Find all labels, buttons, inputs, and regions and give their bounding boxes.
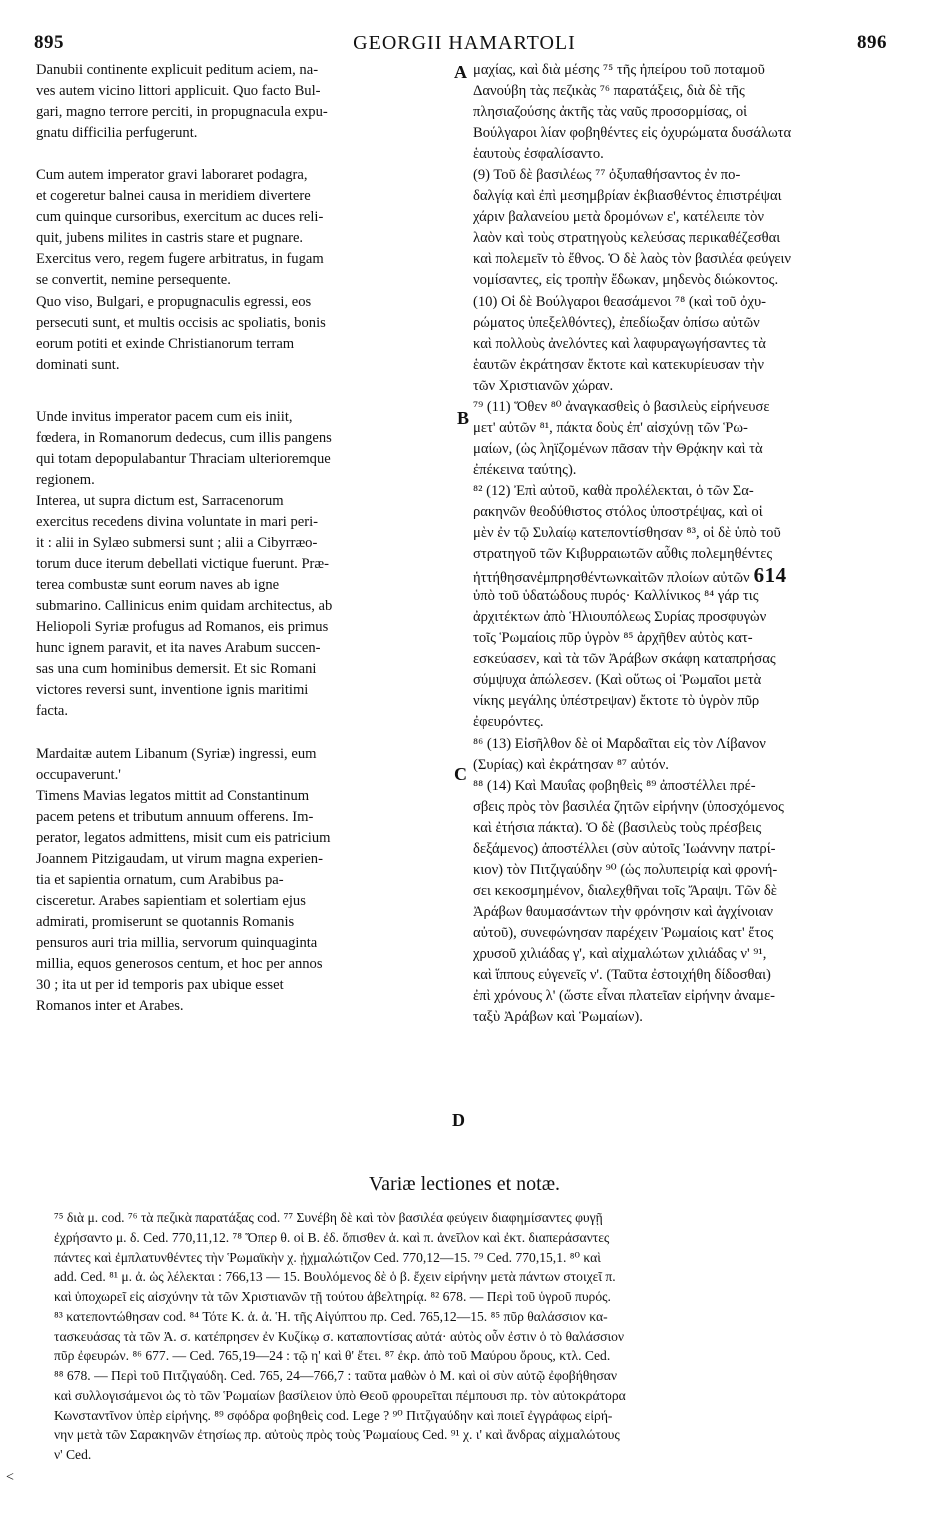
text-line: persecuti sunt, et multis occisis ac spoliatis, bonis	[36, 314, 326, 331]
text-line: (9) Τοῦ δὲ βασιλέως ⁷⁷ ὀξυπαθήσαντος ἐν πο-	[473, 167, 741, 184]
greek-line-with-page-marker	[473, 565, 915, 586]
text-line: Heliopoli Syriæ profugus ad Romanos, eis primus	[36, 619, 329, 636]
text-line: τοῖς Ῥωμαίοις πῦρ ὑγρὸν ⁸⁵ ἀρχῆθεν αὐτὸς κατ-	[473, 630, 753, 647]
text-line: τῶν Χριστιανῶν χώραν.	[473, 377, 614, 394]
text-line: καὶ πολεμεῖν τὸ ἔθνος. Ὁ δὲ λαὸς τὸν βασιλέα φεύγειν	[473, 251, 792, 268]
text-line: μαχίας, καὶ διὰ μέσης ⁷⁵ τῆς ἠπείρου τοῦ ποταμοῦ	[473, 62, 765, 78]
latin-column	[36, 60, 448, 1017]
text-line: καὶ ἐτήσια πάκτα). Ὁ δὲ (βασιλεὺς τοὺς πρέσβεις	[473, 819, 762, 836]
margin-marker-d: D	[452, 1110, 465, 1130]
text-line: ⁸³ κατεποντώθησαν cod. ⁸⁴ Τότε Κ. ἀ. ἀ. Ἡ. τῆς Αἰγύπτου πρ. Ced. 765,12—15. ⁸⁵ πῦρ θαλάσσιον κα-	[54, 1308, 608, 1324]
text-line: occupaverunt.'	[36, 766, 121, 783]
text-line: Danubii continente explicuit peditum aciem, na-	[36, 62, 319, 78]
text-line: καὶ συλλογισάμενοι ὡς τὸ τῶν Ῥωμαίων βασίλειον ὑπὸ Θεοῦ φρουρεῖται πέμπουσι πρ. τὸν αὐτοκράτορα	[54, 1387, 626, 1403]
text-line: καὶ ὑποχωρεῖ εἰς αἰσχύνην τὰ τῶν Χριστιανῶν τῇ τούτου ἀβελτηρίᾳ. ⁸² 678. — Περὶ τοῦ ὑγροῦ πυρός.	[54, 1289, 611, 1304]
text-line: it : alii in Sylæo submersi sunt ; alii a Cibyrræo-	[36, 535, 318, 552]
margin-marker-c: C	[454, 764, 467, 784]
greek-column	[473, 60, 915, 1028]
text-line: millia, equos generosos centum, et hoc per annos	[36, 955, 323, 972]
text-line: Interea, ut supra dictum est, Sarracenorum	[36, 492, 284, 509]
text-line: hunc ignem paravit, et ita naves Arabum succen-	[36, 640, 321, 657]
text-line: ἐπὶ χρόνους λ' (ὥστε εἶναι πλατεῖαν εἰρήνην ἀναμε-	[473, 988, 775, 1005]
text-line: pensuros auri tria millia, servorum quinquaginta	[36, 934, 318, 951]
text-line: σύμψυχα ἀπώλεσεν. (Καὶ οὕτως οἱ Ῥωμαῖοι μετὰ	[473, 672, 762, 689]
text-line: add. Ced. ⁸¹ μ. ἀ. ὡς λέλεκται : 766,13 — 15. Βουλόμενος δὲ ὁ β. ἔχειν εἰρήνην μετὰ πάντων στοιχεῖ π.	[54, 1269, 616, 1285]
text-line: εσκεύασεν, καὶ τὰ τῶν Ἀράβων σκάφη καταπρήσας	[473, 651, 776, 668]
text-line: quit, jubens milites in castris stare et pugnare.	[36, 230, 304, 247]
text-line: ves autem vicino littori applicuit. Quo facto Bul-	[36, 83, 321, 100]
text-line: 30 ; ita ut per id temporis pax ubique esset	[36, 977, 284, 994]
text-line: στρατηγοῦ τῶν Κιβυρραιωτῶν αὖθις πολεμηθέντες	[473, 546, 773, 563]
text-line: cisceretur. Arabes sapientiam et solertiam ejus	[36, 892, 306, 909]
text-line: αὐτοῦ), συνεφώνησαν παρέχειν Ῥωμαίοις κατ' ἔτος	[473, 924, 774, 941]
text-line: regionem.	[36, 471, 95, 488]
text-line: καὶ ἵππους εὐγενεῖς ν'. (Ταῦτα ἐστοιχήθη δίδοσθαι)	[473, 967, 771, 984]
spacer	[36, 722, 448, 743]
text-line: Exercitus vero, regem fugere arbitratus, in fugam	[36, 251, 324, 268]
source-page-marker: 614	[753, 565, 787, 587]
spacer	[36, 144, 448, 165]
text-line: eorum potiti et exinde Christianorum terram	[36, 335, 295, 352]
notes-title: Variæ lectiones et notæ.	[368, 1173, 561, 1195]
text-line: ν' Ced.	[54, 1447, 92, 1462]
critical-apparatus	[54, 1208, 912, 1465]
spacer	[36, 397, 448, 407]
greek-block-b	[473, 586, 915, 1028]
text-line: tia et sapientia ornatum, cum Arabibus pa-	[36, 871, 284, 888]
text-line: ⁸⁸ (14) Καὶ Μαυΐας φοβηθεὶς ⁸⁹ ἀποστέλλει πρέ-	[473, 777, 756, 794]
greek-line-text: ἡττήθησανἐμπρησθέντωνκαὶτῶν πλοίων αὐτῶν	[473, 570, 750, 587]
text-line: Joannem Pitzigaudam, ut virum magna experien-	[36, 850, 323, 867]
text-line: ὑπὸ τοῦ ὑδατώδους πυρός· Καλλίνικος ⁸⁴ γάρ τις	[473, 588, 759, 605]
text-line: ⁸⁸ 678. — Περὶ τοῦ Πιτζιγαύδη. Ced. 765, 24—766,7 : ταῦτα μαθὼν ὁ Μ. καὶ οἱ σὺν αὐτῷ ἐφοβήθησαν	[54, 1368, 618, 1383]
text-line: (Συρίας) καὶ ἐκράτησαν ⁸⁷ αὐτόν.	[473, 756, 669, 773]
text-line: sas una cum hominibus demersit. Et sic Romani	[36, 661, 317, 678]
text-line: Timens Mavias legatos mittit ad Constantinum	[36, 787, 310, 804]
text-line: pacem petens et tributum annuum offerens. Im-	[36, 808, 314, 825]
text-line: et cogeretur balnei causa in meridiem divertere	[36, 188, 311, 205]
running-header	[0, 32, 929, 58]
text-line: λαὸν καὶ τοὺς στρατηγοὺς κελεύσας περικαθέζεσθαι	[473, 230, 781, 247]
text-line: torum duce iterum debellati victique fuerunt. Præ-	[36, 556, 330, 573]
running-title: GEORGII HAMARTOLI	[353, 32, 576, 54]
greek-block-a	[473, 60, 915, 565]
text-line: πλησιαζούσης ἀκτῆς τὰς ναῦς προσορμίσας, οἱ	[473, 104, 748, 121]
text-line: δαλγίᾳ καὶ ἐπὶ μεσημβρίαν ἐκβιασθέντος ἐπιστρέψαι	[473, 188, 782, 205]
text-line: terea combustæ sunt eorum naves ab igne	[36, 577, 280, 594]
text-line: ⁸² (12) Ἐπὶ αὐτοῦ, καθὰ προλέλεκται, ὁ τῶν Σα-	[473, 482, 754, 499]
text-line: se convertit, nemine persequente.	[36, 272, 231, 289]
text-line: submarino. Callinicus enim quidam architectus, ab	[36, 598, 333, 615]
text-line: νίκης μεγάλης ὑπέστρεψαν) ἔκτοτε τὸ ὑγρὸν πῦρ	[473, 693, 760, 710]
text-line: τασκευάσας τὰ τῶν Ἀ. σ. κατέπρησεν ἐν Κυζίκῳ σ. καταποντίσας αὐτά· αὐτὸς οὖν ἐστιν ὁ τὸ θαλάσσιον	[54, 1328, 625, 1344]
text-line: Mardaitæ autem Libanum (Syriæ) ingressi, eum	[36, 745, 317, 762]
text-line: χάριν βαλανείου μετὰ δρομόνων ε', κατέλειπε τὸν	[473, 209, 764, 226]
text-line: σει κεκοσμημένον, διαλεχθῆναι τοῖς Ἄραψι. Τῶν δὲ	[473, 882, 777, 899]
text-line: ἐφευρόντες.	[473, 714, 544, 731]
text-line: victores reversi sunt, inventione ignis maritimi	[36, 682, 309, 699]
text-line: ἀρχιτέκτων ἀπὸ Ἡλιουπόλεως Συρίας προσφυγὼν	[473, 609, 767, 626]
text-line: ἐχρήσαντο μ. δ. Ced. 770,11,12. ⁷⁸ Ὅπερ θ. οἱ Β. ἐδ. ὄπισθεν ἀ. καὶ π. ἀνεῖλον καὶ ἐκτ. διαπεράσαντες	[54, 1229, 610, 1245]
text-line: ἐπέκεινα ταύτης).	[473, 461, 577, 478]
text-line: fœdera, in Romanorum dedecus, cum illis pangens	[36, 429, 332, 446]
margin-marker-b: B	[457, 408, 470, 428]
text-line: ἑαυτοὺς ἐσφαλίσαντο.	[473, 146, 604, 163]
text-line: Cum autem imperator gravi laboraret podagra,	[36, 167, 308, 184]
text-line: δεξάμενος) ἀποστέλλει (σὺν αὐτοῖς Ἰωάννην πατρί-	[473, 840, 776, 857]
text-line: exercitus recedens divina voluntate in mari peri-	[36, 513, 319, 530]
text-line: gari, magno terrore perciti, in propugnacula expu-	[36, 104, 328, 121]
text-line: μετ' αὐτῶν ⁸¹, πάκτα δοὺς ἐπ' αἰσχύνῃ τῶν Ῥω-	[473, 419, 748, 436]
text-line: (10) Οἱ δὲ Βούλγαροι θεασάμενοι ⁷⁸ (καὶ τοῦ ὀχυ-	[473, 293, 767, 310]
text-line: πάντες καὶ ἐμπλατυνθέντες τὴν Ῥωμαϊκὴν χ. ᾐχμαλώτιζον Ced. 770,12—15. ⁷⁹ Ced. 770,15,1. ⁸⁰ καὶ	[54, 1249, 601, 1265]
text-line: cum quinque cursoribus, exercitum ac duces reli-	[36, 209, 324, 226]
text-line: gnatu difficilia perfugerunt.	[36, 125, 198, 142]
text-line: ἑαυτῶν ἐκράτησαν ἔκτοτε καὶ κατεκυρίευσαν τὴν	[473, 356, 764, 373]
page-number-left: 895	[34, 32, 64, 53]
text-line: νην μετὰ τῶν Σαρακηνῶν ἐτησίως πρ. αὐτοὺς πρὸς τοὺς Ῥωμαίους Ced. ⁹¹ χ. ι' καὶ ἄνδρας αἰχμαλώτους	[54, 1427, 620, 1443]
text-line: Unde invitus imperator pacem cum eis iniit,	[36, 408, 293, 425]
text-line: Βούλγαροι λίαν φοβηθέντες εἰς ὀχυρώματα δυσάλωτα	[473, 125, 792, 142]
text-line: perator, legatos admittens, misit cum eis patricium	[36, 829, 331, 846]
text-line: κιον) τὸν Πιτζιγαύδην ⁹⁰ (ὡς πολυπειρίᾳ καὶ φρονή-	[473, 861, 778, 878]
text-line: καὶ πολλοὺς ἀνελόντες καὶ λαφυραγωγήσαντες τὰ	[473, 335, 766, 352]
text-line: ρακηνῶν θεοδύθιστος στόλος ὑποστρέψας, καὶ οἱ	[473, 503, 763, 520]
margin-mark: <	[6, 1470, 14, 1485]
text-line: μὲν ἐν τῷ Συλαίῳ κατεποντίσθησαν ⁸³, οἱ δὲ ὑπὸ τοῦ	[473, 525, 781, 542]
text-line: qui totam depopulabantur Thraciam ulterioremque	[36, 450, 331, 467]
text-line: μαίων, (ὡς ληϊζομένων πᾶσαν τὴν Θρᾴκην καὶ τὰ	[473, 440, 763, 457]
text-line: ⁸⁶ (13) Εἰσῆλθον δὲ οἱ Μαρδαῖται εἰς τὸν Λίβανον	[473, 735, 766, 752]
text-line: Quo viso, Bulgari, e propugnaculis egressi, eos	[36, 293, 312, 310]
latin-paragraph-1	[36, 60, 448, 144]
text-line: ⁷⁹ (11) Ὅθεν ⁸⁰ ἀναγκασθεὶς ὁ βασιλεὺς εἰρήνευσε	[473, 398, 770, 415]
text-line: σβεις πρὸς τὸν βασιλέα ζητῶν εἰρήνην (ὑποσχόμενος	[473, 798, 784, 815]
text-line: ⁷⁵ διὰ μ. cod. ⁷⁶ τὰ πεζικὰ παρατάξας cod. ⁷⁷ Συνέβη δὲ καὶ τὸν βασιλέα φεύγειν διαφημίσαντες φυγῇ	[54, 1210, 603, 1225]
text-line: facta.	[36, 703, 68, 720]
text-line: ταξὺ Ἀράβων καὶ Ῥωμαίων).	[473, 1009, 643, 1026]
text-line: ρώματος ὑπεξελθόντες), ἐπεδίωξαν ὀπίσω αὐτῶν	[473, 314, 760, 331]
text-line: νομίσαντες, εἰς τροπὴν ἔδωκαν, μηδενὸς διώκοντος.	[473, 272, 779, 289]
text-line: χρυσοῦ χιλιάδας γ', καὶ αἰχμαλώτων χιλιάδας ν' ⁹¹,	[473, 945, 767, 962]
spacer	[36, 376, 448, 397]
margin-marker-a: A	[454, 62, 467, 82]
latin-paragraph-2	[36, 165, 448, 375]
text-line: Δανούβη τὰς πεζικὰς ⁷⁶ παρατάξεις, διὰ δὲ τῆς	[473, 83, 745, 100]
text-line: dominati sunt.	[36, 356, 120, 373]
latin-paragraph-4	[36, 744, 448, 1018]
text-line: Romanos inter et Arabes.	[36, 998, 184, 1015]
latin-paragraph-3	[36, 407, 448, 723]
text-line: Ἀράβων θαυμασάντων τὴν φρόνησιν καὶ ἀγχίνοιαν	[473, 903, 773, 920]
text-line: πῦρ ἐφευρών. ⁸⁶ 677. — Ced. 765,19—24 : τῷ η' καὶ θ' ἔτει. ⁸⁷ ἐκρ. ἀπὸ τοῦ Μαύρου ὄρους, κτλ. Ced.	[54, 1348, 611, 1364]
page-number-right: 896	[857, 32, 887, 53]
text-line: admirati, promiserunt se quotannis Romanis	[36, 913, 295, 930]
text-line: Κωνσταντῖνον ὑπὲρ εἰρήνης. ⁸⁹ σφόδρα φοβηθεὶς cod. Lege ? ⁹⁰ Πιτζιγαύδην καὶ ποιεῖ ἐγγράφως εἰρή-	[54, 1407, 613, 1423]
